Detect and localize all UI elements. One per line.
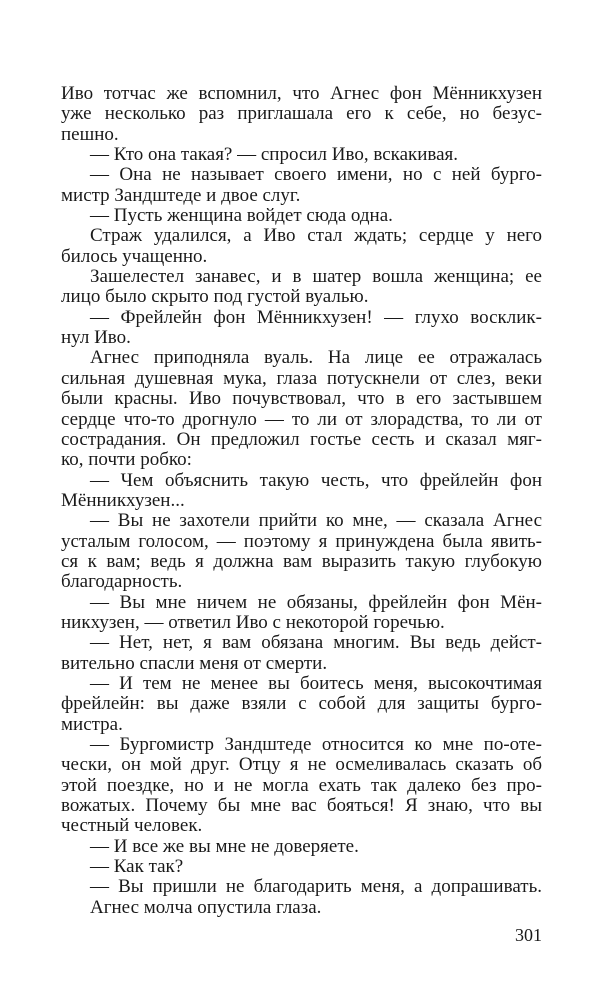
- text-line: билось учащенно.: [61, 245, 208, 267]
- text-line: — Фрейлейн фон Мённикхузен! — глухо восклик-: [90, 306, 542, 328]
- text-line: лицо было скрыто под густой вуалью.: [61, 286, 369, 308]
- text-line: пешно.: [61, 123, 119, 145]
- text-line: сильная душевная мука, глаза потускнели от слез, веки: [61, 367, 542, 389]
- text-line: сострадания. Он предложил гостье сесть и сказал мяг-: [61, 428, 542, 450]
- text-line: — И все же вы мне не доверяете.: [90, 835, 359, 857]
- text-line: ко, почти робко:: [61, 449, 192, 471]
- text-line: были красны. Иво почувствовал, что в его застывшем: [61, 388, 542, 410]
- text-line: ся к вам; ведь я должна вам выразить такую глубокую: [61, 550, 542, 572]
- text-line: усталым голосом, — поэтому я принуждена была явить-: [61, 530, 542, 552]
- text-line: — Пусть женщина войдет сюда одна.: [90, 205, 393, 227]
- text-line: мистр Зандштеде и двое слуг.: [61, 184, 301, 206]
- text-line: вожатых. Почему бы мне вас бояться! Я знаю, что вы: [61, 795, 542, 817]
- text-line: — Как так?: [90, 856, 184, 878]
- text-line: вительно спасли меня от смерти.: [61, 652, 328, 674]
- text-line: Иво тотчас же вспомнил, что Агнес фон Мённикхузен: [61, 83, 542, 104]
- text-line: — Бургомистр Зандштеде относится ко мне по-оте-: [90, 734, 542, 755]
- text-line: сердце что-то дрогнуло — то ли от злорадства, то ли от: [61, 408, 542, 430]
- text-line: — Чем объяснить такую честь, что фрейлейн фон: [90, 469, 542, 491]
- text-line: этой поездке, но и не могла ехать так далеко без про-: [61, 774, 542, 796]
- text-line: мистра.: [61, 713, 123, 735]
- text-line: благодарность.: [61, 571, 183, 593]
- text-line: Мённикхузен...: [61, 489, 185, 511]
- text-line: — Вы мне ничем не обязаны, фрейлейн фон Мён-: [90, 591, 542, 613]
- text-line: уже несколько раз приглашала его к себе, но безус-: [61, 103, 542, 125]
- book-page-text: [61, 84, 542, 918]
- text-line: — Нет, нет, я вам обязана многим. Вы ведь дейст-: [90, 632, 542, 654]
- text-line: никхузен, — ответил Иво с некоторой горечью.: [61, 611, 445, 633]
- text-line: Агнес молча опустила глаза.: [90, 896, 322, 918]
- text-line: честный человек.: [61, 815, 203, 837]
- text-line: Зашелестел занавес, и в шатер вошла женщина; ее: [90, 266, 542, 288]
- text-line: чески, он мой друг. Отцу я не осмеливалась сказать об: [61, 754, 542, 776]
- text-line: — Вы пришли не благодарить меня, а допрашивать.: [90, 876, 542, 898]
- text-line: Агнес приподняла вуаль. На лице ее отражалась: [90, 347, 542, 369]
- text-line: фрейлейн: вы даже взяли с собой для защиты бурго-: [61, 693, 542, 715]
- text-line: — Кто она такая? — спросил Иво, вскакивая.: [90, 144, 459, 166]
- text-line: — И тем не менее вы боитесь меня, высокочтимая: [90, 672, 542, 694]
- text-line: — Вы не захотели прийти ко мне, — сказала Агнес: [90, 510, 542, 532]
- text-line: — Она не называет своего имени, но с ней бурго-: [90, 164, 542, 186]
- text-line: Страж удалился, а Иво стал ждать; сердце у него: [90, 225, 542, 247]
- text-line: нул Иво.: [61, 327, 131, 349]
- page-number: 301: [515, 925, 542, 945]
